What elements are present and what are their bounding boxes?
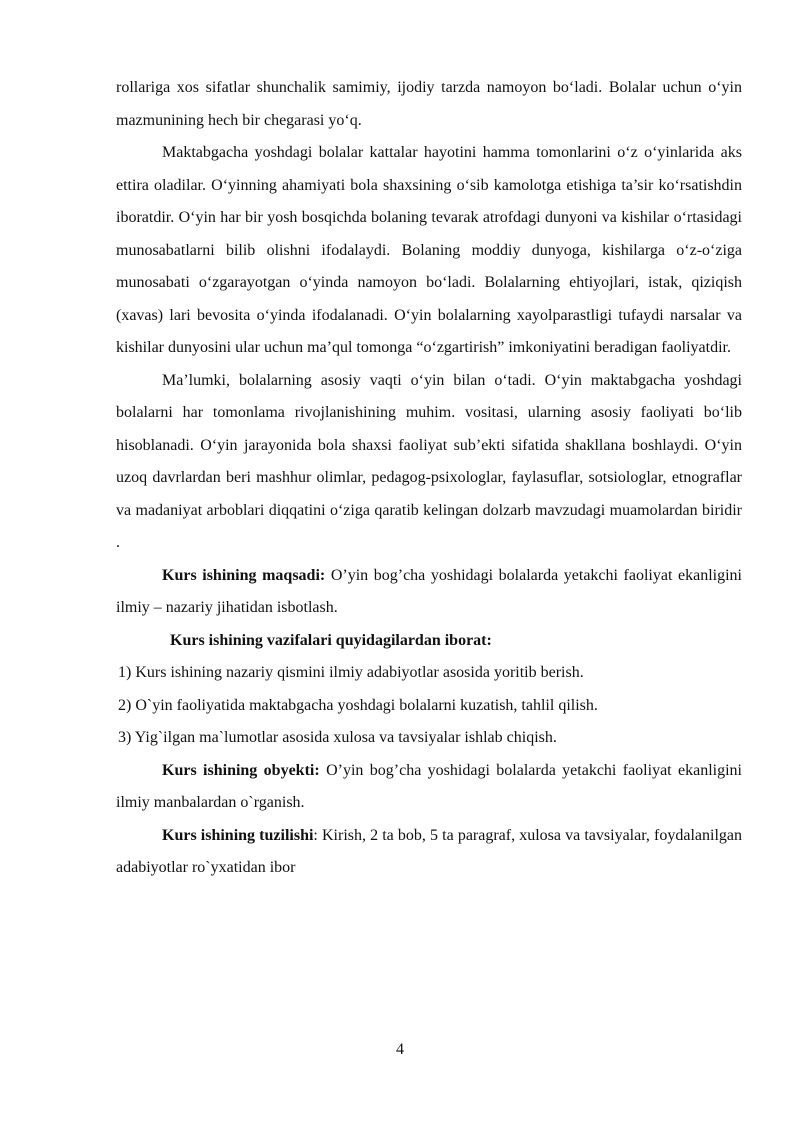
course-structure-label: Kurs ishining tuzilishi xyxy=(162,826,314,844)
course-object-text: O’yin bog’cha yoshidagi bolalarda yetakchi faoliyat ekanligini ilmiy manbalardan o`rganish. xyxy=(116,761,742,811)
course-object-label: Kurs ishining obyekti: xyxy=(162,761,320,779)
task-item-2: 2) O`yin faoliyatida maktabgacha yoshdagi bolalarni kuzatish, tahlil qilish. xyxy=(118,696,598,714)
course-structure-text: : Kirish, 2 ta bob, 5 ta paragraf, xulosa va tavsiyalar, foydalanilgan adabiyotlar ro`yxatidan ibor xyxy=(116,826,742,876)
document-page xyxy=(116,72,742,885)
course-goal-label: Kurs ishining maqsadi: xyxy=(162,566,326,584)
paragraph-course-structure xyxy=(116,820,742,885)
course-goal-text: O’yin bog’cha yoshidagi bolalarda yetakchi faoliyat ekanligini ilmiy – nazariy jihatidan isbotlash. xyxy=(116,566,742,616)
task-item-1: 1) Kurs ishining nazariy qismini ilmiy adabiyotlar asosida yoritib berish. xyxy=(118,664,584,681)
course-tasks-label: Kurs ishining vazifalari quyidagilardan iborat: xyxy=(170,631,492,649)
paragraph-course-goal xyxy=(116,560,742,625)
course-tasks-heading xyxy=(116,625,742,658)
paragraph-continuation: rollariga xos sifatlar shunchalik samimiy, ijodiy tarzda namoyon bo‘ladi. Bolalar uchun o‘yin mazmunining hech bir chegarasi yo‘q. xyxy=(116,79,742,129)
paragraph-game-development: Ma’lumki, bolalarning asosiy vaqti o‘yin bilan o‘tadi. O‘yin maktabgacha yoshdagi bolalarni har tomonlama rivojlanishining muhim. vositasi, ularning asosiy faoliyati bo‘lib hisoblanadi. O‘yin jarayonida bola shaxsi faoliyat sub’ekti sifatida shakllana boshlaydi. O‘yin uzoq davrlardan beri mashhur olimlar, pedagog-psixologlar, faylasuflar, sotsiologlar, etnograflar va madaniyat arboblari diqqatini o‘ziga qaratib kelingan dolzarb mavzudagi muamolardan biridir . xyxy=(116,371,742,551)
paragraph-course-object xyxy=(116,755,742,820)
paragraph-game-importance: Maktabgacha yoshdagi bolalar kattalar hayotini hamma tomonlarini o‘z o‘yinlarida aks ettira oladilar. O‘yinning ahamiyati bola shaxsining o‘sib kamolotga etishiga ta’sir ko‘rsatishdin iboratdir. O‘yin har bir yosh bosqichda bolaning tevarak atrofdagi dunyoni va kishilar o‘rtasidagi munosabatlarni bilib olishni ifodalaydi. Bolaning moddiy dunyoga, kishilarga o‘z-o‘ziga munosabati o‘zgarayotgan o‘yinda namoyon bo‘ladi. Bolalarning ehtiyojlari, istak, qiziqish (xavas) lari bevosita o‘yinda ifodalanadi. O‘yin bolalarning xayolparastligi tufaydi narsalar va kishilar dunyosini ular uchun ma’qul tomonga “o‘zgartirish” imkoniyatini beradigan faoliyatdir. xyxy=(116,144,742,356)
task-item-3: 3) Yig`ilgan ma`lumotlar asosida xulosa va tavsiyalar ishlab chiqish. xyxy=(118,729,557,746)
page-number: 4 xyxy=(396,1041,404,1058)
